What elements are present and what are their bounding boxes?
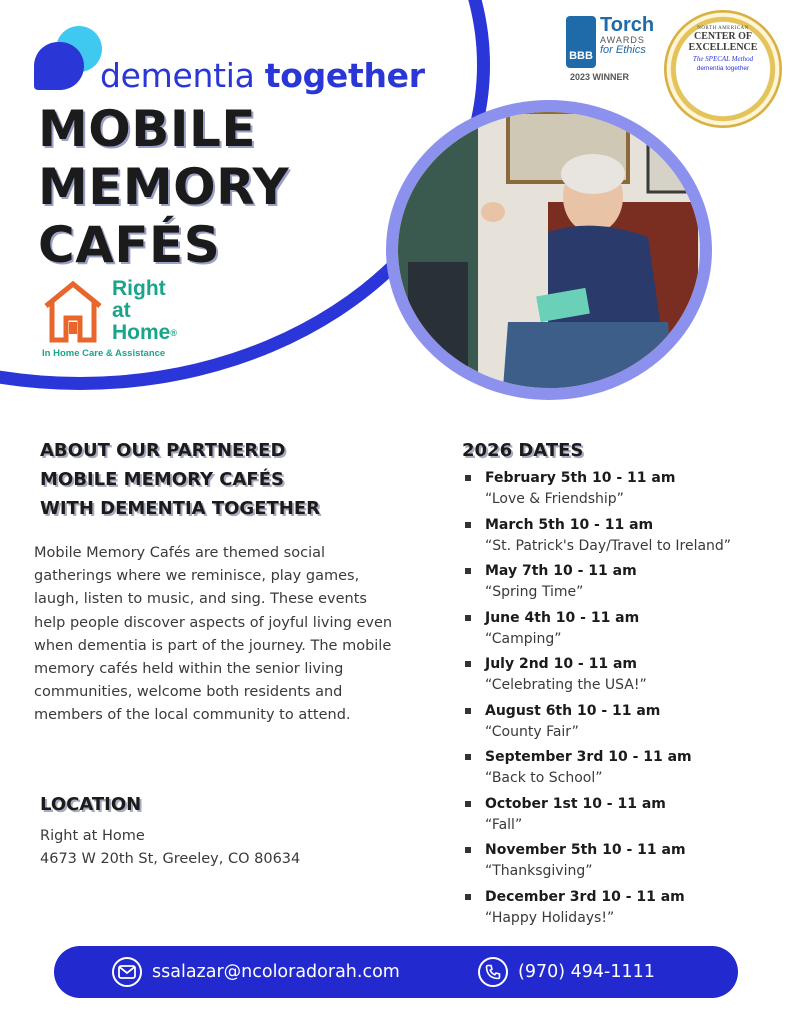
location-address [40, 825, 300, 871]
list-item: June 4th 10 - 11 am “Camping” [465, 607, 785, 654]
logo-mark-icon [34, 26, 104, 90]
list-item: December 3rd 10 - 11 am “Happy Holidays!” [465, 886, 785, 933]
title-line: MEMORY [38, 158, 290, 216]
email-address[interactable]: ssalazar@ncoloradorah.com [152, 962, 400, 982]
dates-list [465, 467, 785, 932]
right-at-home-tagline: In Home Care & Assistance [42, 348, 166, 359]
list-item: August 6th 10 - 11 am “County Fair” [465, 700, 785, 747]
logo-wordmark: dementia together [100, 56, 425, 95]
phone-number[interactable]: (970) 494-1111 [518, 962, 655, 982]
list-item: July 2nd 10 - 11 am “Celebrating the USA!” [465, 653, 785, 700]
phone-icon [478, 957, 508, 987]
page-title [38, 100, 289, 274]
bbb-torch-text: Torch [600, 14, 655, 36]
about-heading: ABOUT OUR PARTNERED MOBILE MEMORY CAFÉS WITH DEMENTIA TOGETHER [40, 440, 320, 519]
dementia-together-logo [34, 26, 434, 96]
center-of-excellence-seal [664, 10, 782, 128]
list-item: February 5th 10 - 11 am “Love & Friendship” [465, 467, 785, 514]
seal-center-text: CENTER OF EXCELLENCE [688, 31, 758, 53]
location-heading: LOCATION [40, 794, 142, 815]
contact-bar [54, 946, 738, 998]
location-name: Right at Home [40, 828, 145, 844]
envelope-icon [112, 957, 142, 987]
about-body: Mobile Memory Cafés are themed social gatherings where we reminisce, play games, laugh, listen to music, and sing. These events help people discover aspects of joyful living even when dementia is part of the journey. The mobile memory cafés held within the senior living communities, welcome both residents and members of the local community to attend. [34, 545, 393, 724]
right-at-home-wordmark: Right at Home® [112, 277, 177, 344]
list-item: March 5th 10 - 11 am “St. Patrick's Day/Travel to Ireland” [465, 514, 785, 561]
list-item: November 5th 10 - 11 am “Thanksgiving” [465, 839, 785, 886]
seal-brand-text: dementia together [696, 65, 750, 72]
email-contact[interactable] [112, 957, 400, 987]
phone-contact[interactable] [478, 957, 655, 987]
title-line: CAFÉS [38, 216, 221, 274]
list-item: May 7th 10 - 11 am “Spring Time” [465, 560, 785, 607]
list-item: October 1st 10 - 11 am “Fall” [465, 793, 785, 840]
event-photo [398, 112, 700, 388]
dates-heading: 2026 DATES [462, 440, 584, 461]
seal-method-text: The SPECAL Method [692, 55, 754, 63]
right-at-home-logo [40, 278, 220, 364]
bbb-ethics-text: for Ethics [600, 44, 646, 56]
list-item: September 3rd 10 - 11 am “Back to School” [465, 746, 785, 793]
title-line: MOBILE [38, 100, 256, 158]
photo-illustration [398, 112, 700, 388]
house-icon [42, 278, 104, 344]
location-street: 4673 W 20th St, Greeley, CO 80634 [40, 851, 301, 867]
bbb-logo-icon: BBB [566, 16, 596, 68]
bbb-awards-text: AWARDS [600, 35, 645, 45]
bbb-torch-award-badge [566, 14, 656, 82]
seal-top-text: NORTH AMERICAN [697, 26, 749, 31]
bbb-winner-text: 2023 WINNER [570, 72, 630, 82]
